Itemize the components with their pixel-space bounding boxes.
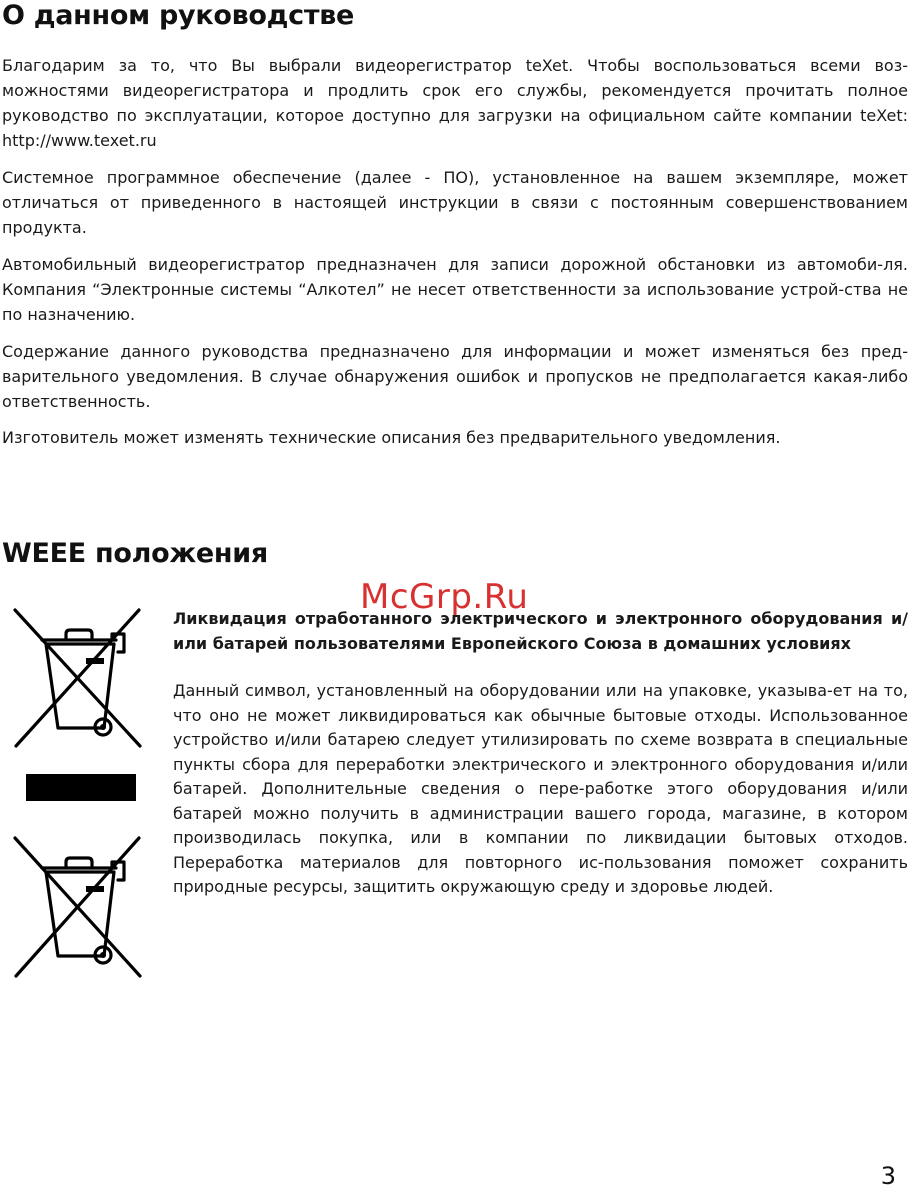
paragraph-disclaimer: Содержание данного руководства предназначено для информации и может изменяться без пред-варительного уведомления. В случае обнаружения ошибок и пропусков не предполагается какая-либо ответственность. bbox=[2, 342, 908, 411]
section-title-weee: WEEE положения bbox=[2, 538, 268, 569]
weee-heading: Ликвидация отработанного электрического и электронного оборудования и/или батарей пользователями Европейского Союза в домашних условиях bbox=[173, 609, 908, 653]
weee-paragraph: Данный символ, установленный на оборудовании или на упаковке, указыва-ет на то, что оно не может ликвидироваться как обычные бытовые отходы. Использованное устройство и/или батарею следует утилизировать по схеме возврата в специальные пункты сбора для переработки электрического и электронного оборудования и/или батарей. Дополнительные сведения о пере-работке этого оборудования и/или батарей можно получить в администрации вашего города, магазине, в котором производилась покупка, или в компании по ликвидации бытовых отходов. Переработка материалов для повторного ис-пользования поможет сохранить природные ресурсы, защитить окружающую среду и здоровье людей. bbox=[173, 681, 908, 896]
black-bar-icon bbox=[26, 774, 136, 801]
watermark: McGrp.Ru bbox=[360, 577, 529, 617]
paragraph-software: Системное программное обеспечение (далее - ПО), установленное на вашем экземпляре, может отличаться от приведенного в настоящей инструкции в связи с постоянным совершенствованием продукта. bbox=[2, 168, 908, 237]
section-title-about-manual: О данном руководстве bbox=[2, 0, 355, 31]
paragraph-intro: Благодарим за то, что Вы выбрали видеорегистратор teXet. Чтобы воспользоваться всеми воз-можностями видеорегистратора и продлить срок его службы, рекомендуется прочитать полное руководство по эксплуатации, которое доступно для загрузки на официальном сайте компании teXet: http://www.texet.ru bbox=[2, 56, 908, 150]
crossed-out-wheelie-bin-icon bbox=[8, 828, 144, 980]
paragraph-purpose: Автомобильный видеорегистратор предназначен для записи дорожной обстановки из автомоби-ля. Компания “Электронные системы “Алкотел” не несет ответственности за использование устрой-ства не по назначению. bbox=[2, 255, 908, 324]
paragraph-manufacturer: Изготовитель может изменять технические описания без предварительного уведомления. bbox=[2, 428, 781, 447]
page-number: 3 bbox=[880, 1162, 896, 1190]
crossed-out-wheelie-bin-icon bbox=[8, 600, 144, 750]
